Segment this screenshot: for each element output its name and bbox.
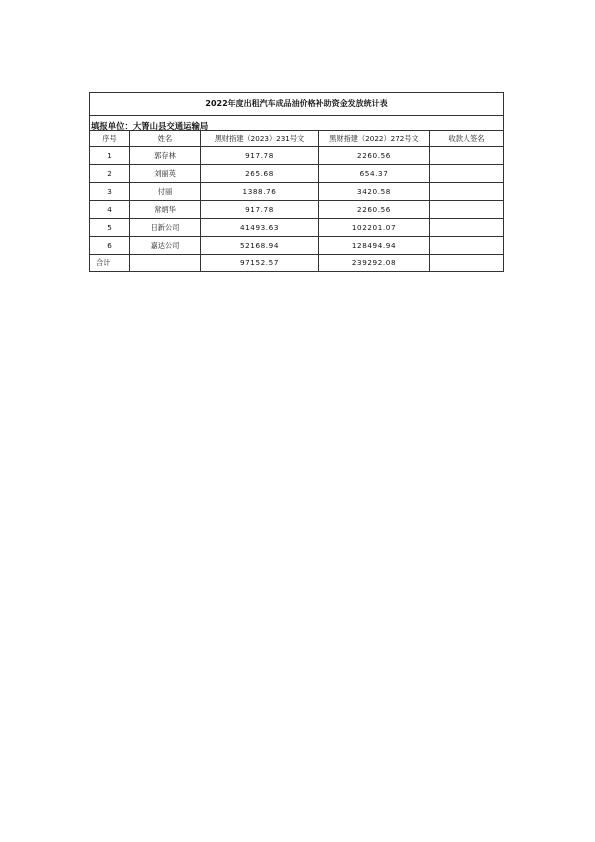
cell-signature bbox=[430, 147, 504, 165]
cell-amount-2023: 917.78 bbox=[201, 147, 319, 165]
cell-serial-no: 4 bbox=[90, 201, 130, 219]
total-name-cell bbox=[130, 255, 201, 272]
total-signature-cell bbox=[430, 255, 504, 272]
cell-amount-2022: 3420.58 bbox=[319, 183, 430, 201]
cell-amount-2022: 654.37 bbox=[319, 165, 430, 183]
table-row bbox=[90, 165, 504, 183]
header-amount-2023: 黑财指建（2023）231号文 bbox=[201, 131, 319, 147]
cell-serial-no: 6 bbox=[90, 237, 130, 255]
cell-amount-2023: 41493.63 bbox=[201, 219, 319, 237]
table-row bbox=[90, 201, 504, 219]
cell-amount-2022: 2260.56 bbox=[319, 147, 430, 165]
cell-amount-2023: 265.68 bbox=[201, 165, 319, 183]
cell-amount-2023: 1388.76 bbox=[201, 183, 319, 201]
cell-signature bbox=[430, 201, 504, 219]
table-title: 2022年度出租汽车成品油价格补助资金发放统计表 bbox=[90, 93, 504, 116]
cell-name: 付丽 bbox=[130, 183, 201, 201]
cell-amount-2023: 52168.94 bbox=[201, 237, 319, 255]
cell-serial-no: 3 bbox=[90, 183, 130, 201]
total-row bbox=[90, 255, 504, 272]
cell-signature bbox=[430, 219, 504, 237]
cell-amount-2022: 102201.07 bbox=[319, 219, 430, 237]
table-row bbox=[90, 237, 504, 255]
spreadsheet-page bbox=[89, 92, 503, 272]
total-amount-2023: 97152.57 bbox=[201, 255, 319, 272]
cell-name: 刘丽英 bbox=[130, 165, 201, 183]
cell-signature bbox=[430, 237, 504, 255]
cell-serial-no: 2 bbox=[90, 165, 130, 183]
cell-name: 常炳华 bbox=[130, 201, 201, 219]
cell-serial-no: 1 bbox=[90, 147, 130, 165]
header-amount-2022: 黑财指建（2022）272号文 bbox=[319, 131, 430, 147]
total-amount-2022: 239292.08 bbox=[319, 255, 430, 272]
cell-amount-2023: 917.78 bbox=[201, 201, 319, 219]
cell-signature bbox=[430, 183, 504, 201]
table-row bbox=[90, 183, 504, 201]
table-row bbox=[90, 219, 504, 237]
header-serial-no: 序号 bbox=[90, 131, 130, 147]
header-row bbox=[90, 131, 504, 147]
total-label: 合计 bbox=[90, 255, 130, 272]
cell-signature bbox=[430, 165, 504, 183]
cell-amount-2022: 128494.94 bbox=[319, 237, 430, 255]
subsidy-statistics-table bbox=[89, 92, 504, 272]
header-name: 姓名 bbox=[130, 131, 201, 147]
cell-amount-2022: 2260.56 bbox=[319, 201, 430, 219]
cell-name: 嘉达公司 bbox=[130, 237, 201, 255]
cell-name: 日新公司 bbox=[130, 219, 201, 237]
table-row bbox=[90, 147, 504, 165]
header-payee-signature: 收款人签名 bbox=[430, 131, 504, 147]
cell-name: 郭存林 bbox=[130, 147, 201, 165]
reporting-unit-label: 填报单位：大箐山县交通运输局 bbox=[90, 116, 504, 131]
cell-serial-no: 5 bbox=[90, 219, 130, 237]
